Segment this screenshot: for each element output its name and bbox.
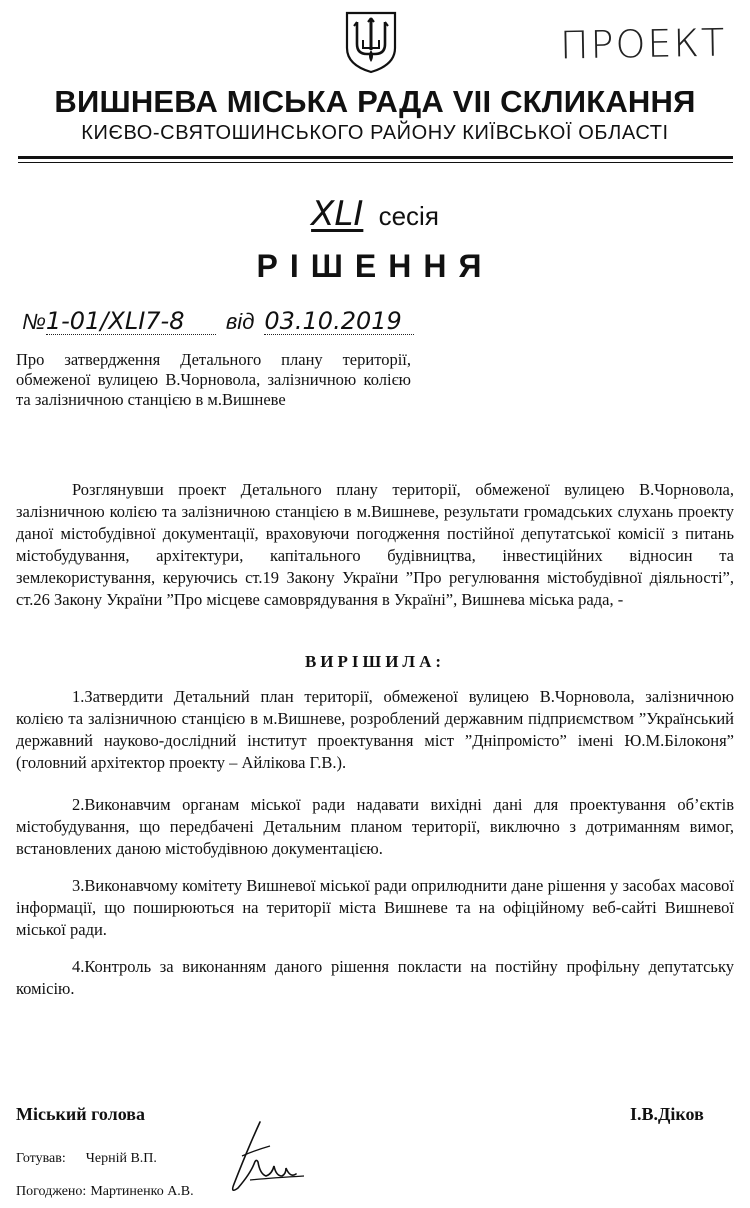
decision-subject: Про затвердження Детального плану території, обмеженої вулицею В.Чорновола, залізничною колією та залізничною станцією в м.Вишневе (16, 350, 411, 409)
number-prefix: № (22, 309, 46, 334)
preamble-paragraph: Розглянувши проект Детального плану території, обмеженої вулицею В.Чорновола, залізничною колією та залізничною станцією в м.Вишневе, результати громадських слухань проекту даної містобудівної документації, враховуючи погодження постійної депутатської комісії з питань містобудування, архітектури, капітального будівництва, інвестиційних відносин та землекористування, керуючись ст.19 Закону України ”Про регулювання містобудівної діяльності”, ст.26 Закону України ”Про місцеве самоврядування в Україні”, Вишнева міська рада, - (16, 480, 734, 609)
decision-date: 03.10.2019 (264, 308, 414, 335)
resolution-item-3: 3.Виконавчому комітету Вишневої міської ради оприлюднити дане рішення у засобах масової інформації, що поширюються на території міста Вишневе та на офіційному веб-сайті Вишневої міської ради. (16, 876, 734, 939)
handwritten-signature (220, 1118, 308, 1198)
agreed-by-line (16, 1184, 194, 1200)
document-title: РІШЕННЯ (256, 248, 494, 284)
agreed-name: Мартиненко А.В. (90, 1184, 194, 1199)
resolution-item-1: 1.Затвердити Детальний план території, обмеженої вулицею В.Чорновола, залізничною колією та залізничною станцією в м.Вишневе, розроблений державним підприємством ”Український державний науково-дослідний інститут проектування міст ”Дніпромісто” імені Ю.М.Білоконя” (головний архітектор проекту – Айлікова Г.В.). (16, 687, 734, 772)
district-name: КИЄВО-СВЯТОШИНСЬКОГО РАЙОНУ КИЇВСЬКОЇ ОБЛАСТІ (81, 122, 669, 144)
council-name: ВИШНЕВА МІСЬКА РАДА VII СКЛИКАННЯ (54, 84, 696, 119)
decision-number-line (22, 308, 414, 335)
resolution-item-4: 4.Контроль за виконанням даного рішення покласти на постійну профільну депутатську комісію. (16, 957, 734, 998)
prepared-label: Готував: (16, 1151, 66, 1166)
mayor-name: І.В.Діков (630, 1104, 704, 1124)
draft-stamp: ПРОЕКТ (559, 20, 727, 68)
session-label: сесія (378, 201, 439, 231)
prepared-name: Черній В.П. (85, 1151, 157, 1166)
header-divider-thin (18, 162, 733, 163)
agreed-label: Погоджено: (16, 1184, 87, 1199)
session-line (0, 194, 750, 234)
resolution-item-2: 2.Виконавчим органам міської ради надавати вихідні дані для проектування об’єктів містобудування, що передбачені Детальним планом території, виключно з дотриманням вимог, встановлених даною містобудівною документацією. (16, 795, 734, 858)
coat-of-arms-icon (343, 10, 399, 74)
decision-number: 1-01/XLI7-8 (46, 308, 216, 335)
resolved-heading: ВИРІШИЛА: (304, 652, 446, 671)
date-label: від (225, 309, 255, 334)
prepared-by-line (16, 1151, 157, 1167)
mayor-title: Міський голова (16, 1104, 145, 1124)
header-divider (18, 156, 733, 159)
session-number: XLI (311, 194, 364, 234)
